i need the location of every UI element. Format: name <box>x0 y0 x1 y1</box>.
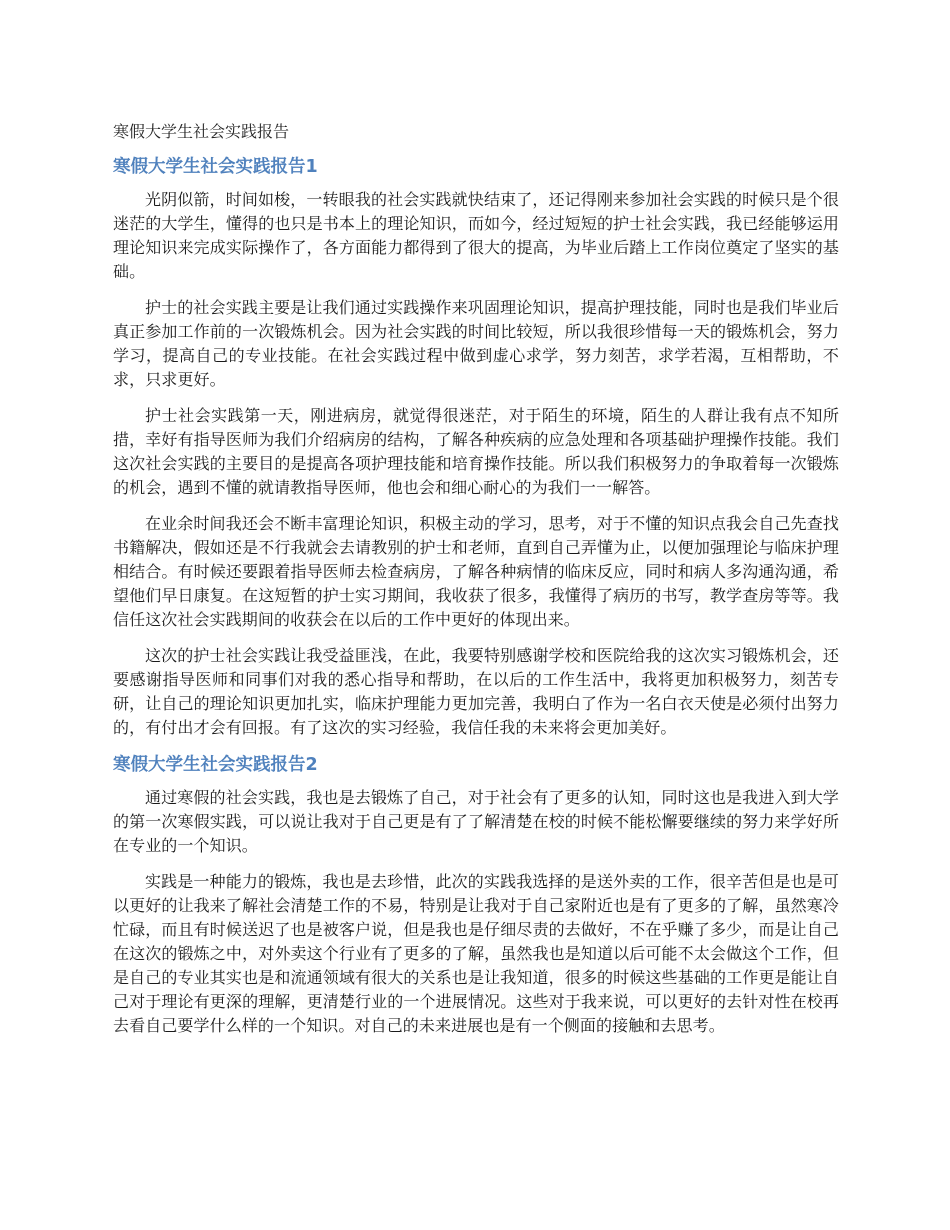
document-title: 寒假大学生社会实践报告 <box>113 122 290 141</box>
paragraph: 护士社会实践第一天，刚进病房，就觉得很迷茫，对于陌生的环境，陌生的人群让我有点不知所措，幸好有指导医师为我们介绍病房的结构，了解各种疾病的应急处理和各项基础护理操作技能。我们这次社会实践的主要目的是提高各项护理技能和培育操作技能。所以我们积极努力的争取着每一次锻炼的机会，遇到不懂的就请教指导医师，他也会和细心耐心的为我们一一解答。 <box>113 406 839 497</box>
section-heading-2: 寒假大学生社会实践报告2 <box>113 755 318 775</box>
paragraph: 在业余时间我还会不断丰富理论知识，积极主动的学习，思考，对于不懂的知识点我会自己先查找书籍解决，假如还是不行我就会去请教别的护士和老师，直到自己弄懂为止，以便加强理论与临床护理相结合。有时候还要跟着指导医师去检查病房，了解各种病情的临床反应，同时和病人多沟通沟通，希望他们早日康复。在这短暂的护士实习期间，我收获了很多，我懂得了病历的书写，教学查房等等。我信任这次社会实践期间的收获会在以后的工作中更好的体现出来。 <box>113 514 839 629</box>
section-heading-1: 寒假大学生社会实践报告1 <box>113 157 318 177</box>
paragraph: 实践是一种能力的锻炼，我也是去珍惜，此次的实践我选择的是送外卖的工作，很辛苦但是也是可以更好的让我来了解社会清楚工作的不易，特别是让我对于自己家附近也是有了更多的了解，虽然寒冷忙碌，而且有时候送迟了也是被客户说，但是我也是仔细尽责的去做好，不在乎赚了多少，而是让自己在这次的锻炼之中，对外卖这个行业有了更多的了解，虽然我也是知道以后可能不太会做这个工作，但是自己的专业其实也是和流通领域有很大的关系也是让我知道，很多的时候这些基础的工作更是能让自己对于理论有更深的理解，更清楚行业的一个进展情况。这些对于我来说，可以更好的去针对性在校再去看自己要学什么样的一个知识。对自己的未来进展也是有一个侧面的接触和去思考。 <box>113 872 839 1035</box>
paragraph: 通过寒假的社会实践，我也是去锻炼了自己，对于社会有了更多的认知，同时这也是我进入到大学的第一次寒假实践，可以说让我对于自己更是有了了解清楚在校的时候不能松懈要继续的努力来学好所在专业的一个知识。 <box>113 788 839 855</box>
report-section-1 <box>113 154 839 740</box>
paragraph: 这次的护士社会实践让我受益匪浅，在此，我要特别感谢学校和医院给我的这次实习锻炼机会，还要感谢指导医师和同事们对我的悉心指导和帮助，在以后的工作生活中，我将更加积极努力，刻苦专研，让自己的理论知识更加扎实，临床护理能力更加完善，我明白了作为一名白衣天使是必须付出努力的，有付出才会有回报。有了这次的实习经验，我信任我的未来将会更加美好。 <box>113 646 839 737</box>
document-page <box>113 120 839 1050</box>
paragraph: 护士的社会实践主要是让我们通过实践操作来巩固理论知识，提高护理技能，同时也是我们毕业后真正参加工作前的一次锻炼机会。因为社会实践的时间比较短，所以我很珍惜每一天的锻炼机会，努力学习，提高自己的专业技能。在社会实践过程中做到虚心求学，努力刻苦，求学若渴，互相帮助，不求，只求更好。 <box>113 298 839 389</box>
report-section-2 <box>113 752 839 1038</box>
paragraph: 光阴似箭，时间如梭，一转眼我的社会实践就快结束了，还记得刚来参加社会实践的时候只是个很迷茫的大学生，懂得的也只是书本上的理论知识，而如今，经过短短的护士社会实践，我已经能够运用理论知识来完成实际操作了，各方面能力都得到了很大的提高，为毕业后踏上工作岗位奠定了坚实的基础。 <box>113 190 839 281</box>
